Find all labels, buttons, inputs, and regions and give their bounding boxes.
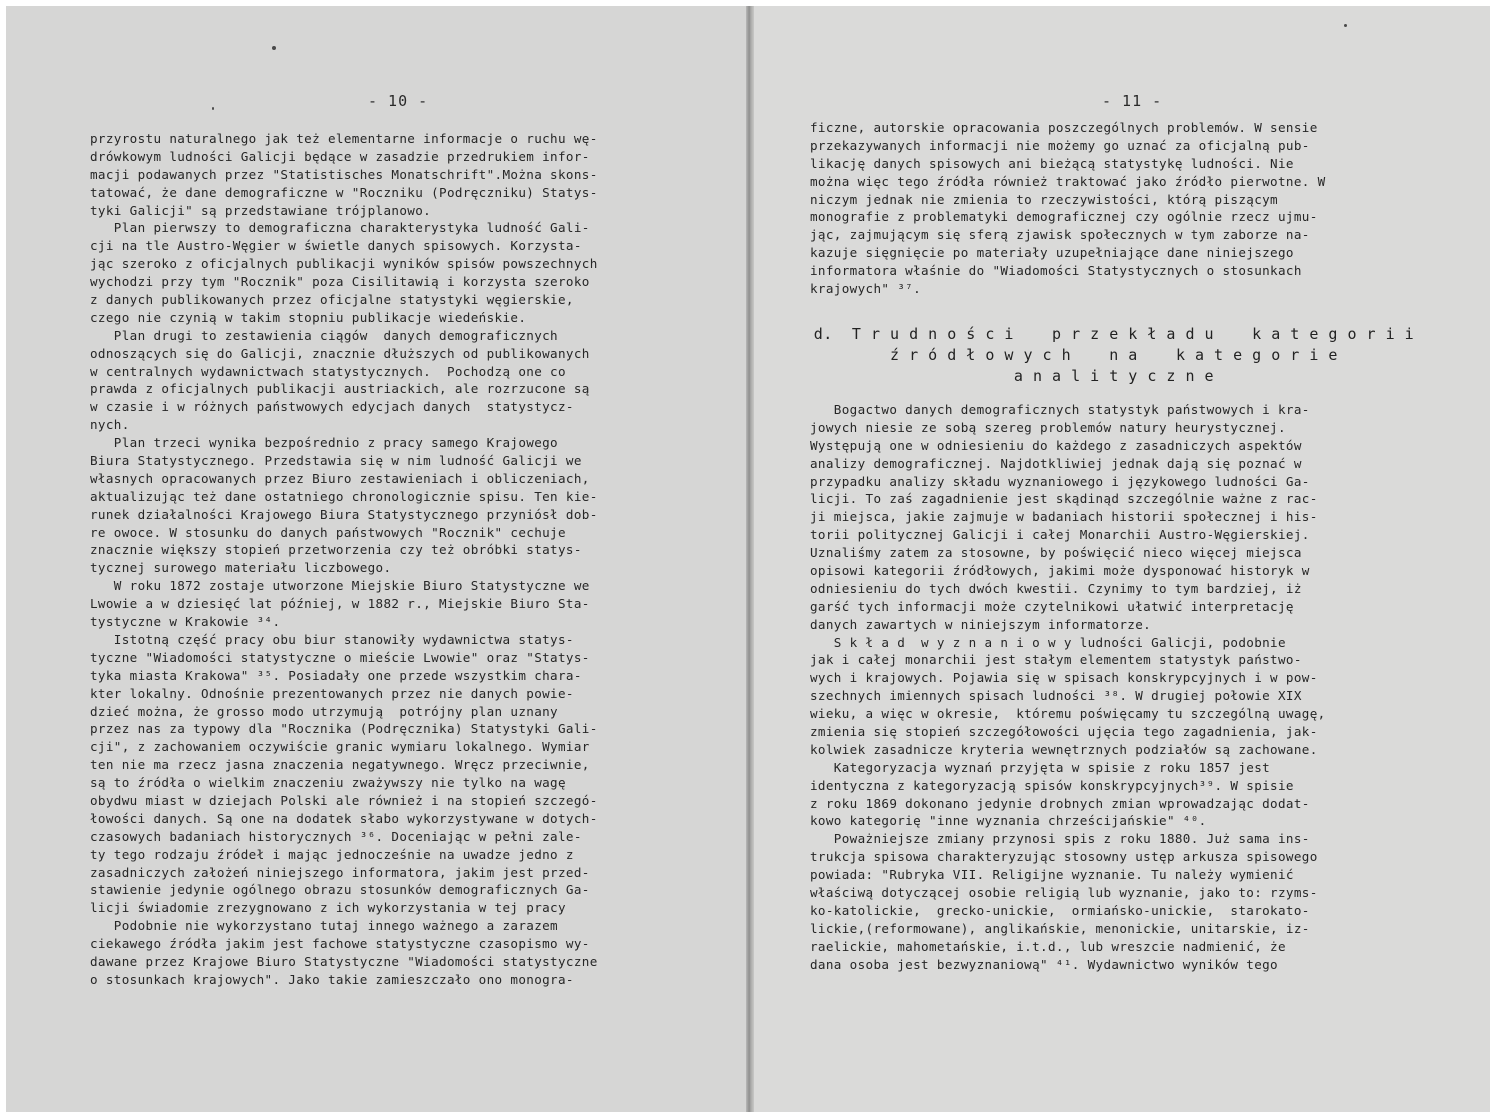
text-line: tatować, że dane demograficzne w "Roczniku (Podręczniku) Statys- — [90, 184, 598, 200]
right-page-body-top — [810, 119, 1326, 298]
text-line: Bogactwo danych demograficznych statystyk państwowych i kra- — [810, 402, 1310, 417]
text-line: aktualizując też dane ostatniego chronologicznie spisu. Ten kie- — [90, 488, 598, 504]
text-line: odnoszących się do Galicji, znacznie dłuższych od publikowanych — [90, 345, 590, 361]
heading-line: d. T r u d n o ś c i p r z e k ł a d u k a t e g o r i i — [813, 325, 1415, 343]
text-line: obydwu miast w dziejach Polski ale również i na stopień szczegó- — [90, 792, 598, 808]
text-line: ten nie ma rzecz jasna znaczenia negatywnego. Wręcz przeciwnie, — [90, 757, 590, 773]
left-page — [6, 6, 746, 1112]
text-line: własnych opracowanych przez Biuro zestawieniach i obliczeniach, — [90, 470, 590, 486]
book-gutter — [746, 6, 754, 1112]
text-line: Istotną część pracy obu biur stanowiły wydawnictwa statys- — [90, 631, 574, 647]
text-line: kolwiek zasadnicze kryteria wewnętrznych podziałów są zachowane. — [810, 741, 1318, 757]
text-line: informatora właśnie do "Wiadomości Statystycznych o stosunkach — [810, 263, 1302, 279]
text-line: kowo kategorię "inne wyznania chrześcijańskie" ⁴⁰. — [810, 813, 1207, 829]
text-line: przyrostu naturalnego jak też elementarne informacje o ruchu wę- — [90, 131, 598, 146]
text-line: wych i krajowych. Pojawia się w spisach konskrypcyjnych i w pow- — [810, 670, 1318, 686]
text-line: wieku, a więc w okresie, któremu poświęcamy tu szczególną uwagę, — [810, 706, 1326, 722]
text-line: licji świadomie zrezygnowano z ich wykorzystania w tej pracy — [90, 900, 566, 916]
text-line: szechnych imiennych spisach ludności ³⁸. W drugiej połowie XIX — [810, 688, 1302, 704]
text-line: licji. To zaś zagadnienie jest skądinąd szczególnie ważne z rac- — [810, 491, 1318, 507]
text-line: Uznaliśmy zatem za stosowne, by poświęcić nieco więcej miejsca — [810, 545, 1302, 561]
text-line: stawienie jedynie ogólnego obrazu stosunków demograficznych Ga- — [90, 882, 590, 898]
text-line: S k ł a d w y z n a n i o w y ludności Galicji, podobnie — [810, 634, 1286, 650]
text-line: powiada: "Rubryka VII. Religijne wyznanie. Tu należy wymienić — [810, 867, 1294, 883]
text-line: odniesieniu do tych dwóch kwestii. Czynimy to tym bardziej, iż — [810, 580, 1302, 596]
text-line: identyczna z kategoryzacją spisów konskrypcyjnych³⁹. W spisie — [810, 777, 1294, 793]
ink-speck — [272, 46, 276, 50]
text-line: ko-katolickie, grecko-unickie, ormiańsko-unickie, starokato- — [810, 902, 1310, 918]
text-line: Plan pierwszy to demograficzna charakterystyka ludność Gali- — [90, 220, 590, 236]
text-line: tystyczne w Krakowie ³⁴. — [90, 614, 281, 630]
text-line: W roku 1872 zostaje utworzone Miejskie Biuro Statystyczne we — [90, 578, 590, 594]
text-line: Kategoryzacja wyznań przyjęta w spisie z roku 1857 jest — [810, 759, 1271, 775]
text-line: tyki Galicji" są przedstawiane trójplanowo. — [90, 202, 432, 218]
right-page — [754, 6, 1490, 1112]
heading-line: a n a l i t y c z n e — [1013, 367, 1215, 385]
text-line: Biura Statystycznego. Przedstawia się w nim ludność Galicji we — [90, 453, 582, 469]
ink-speck — [212, 107, 214, 110]
text-line: dana osoba jest bezwyznaniową" ⁴¹. Wydawnictwo wyników tego — [810, 956, 1278, 972]
text-line: można więc tego źródła również traktować jako źródło pierwotne. W — [810, 173, 1326, 189]
text-line: ficzne, autorskie opracowania poszczególnych problemów. W sensie — [810, 120, 1318, 135]
text-line: garść tych informacji może czytelnikowi ułatwić interpretację — [810, 598, 1294, 614]
text-line: raelickie, mahometańskie, i.t.d., lub wreszcie nadmienić, że — [810, 938, 1286, 954]
text-line: przez nas za typowy dla "Rocznika (Podręcznika) Statystyki Gali- — [90, 721, 598, 737]
text-line: o stosunkach krajowych". Jako takie zamieszczało ono monogra- — [90, 971, 574, 987]
text-line: kazuje sięgnięcie po materiały uzupełniające dane niniejszego — [810, 245, 1294, 261]
text-line: dawane przez Krajowe Biuro Statystyczne "Wiadomości statystyczne — [90, 953, 598, 969]
text-line: likację danych spisowych ani bieżącą statystykę ludności. Nie — [810, 155, 1294, 171]
book-spread — [6, 6, 1490, 1112]
heading-line: ź r ó d ł o w y c h n a k a t e g o r i e — [890, 346, 1338, 364]
text-line: jak i całej monarchii jest stałym elementem statystyk państwo- — [810, 652, 1302, 668]
text-line: ji miejsca, jakie zajmuje w badaniach historii społecznej i his- — [810, 509, 1318, 525]
text-line: monografie z problematyki demograficznej czy ogólnie rzecz ujmu- — [810, 209, 1318, 225]
text-line: tycznej surowego materiału liczbowego. — [90, 560, 392, 576]
left-page-body — [90, 130, 598, 989]
text-line: prawda z oficjalnych publikacji austriackich, ale rozrzucone są — [90, 381, 590, 397]
text-line: Podobnie nie wykorzystano tutaj innego ważnego a zarazem — [90, 918, 558, 934]
text-line: Poważniejsze zmiany przynosi spis z roku 1880. Już sama ins- — [810, 831, 1310, 847]
text-line: krajowych" ³⁷. — [810, 281, 922, 297]
text-line: Plan trzeci wynika bezpośrednio z pracy samego Krajowego — [90, 435, 558, 451]
text-line: czasowych badaniach historycznych ³⁶. Doceniając w pełni zale- — [90, 828, 582, 844]
text-line: opisowi kategorii źródłowych, jakimi może dysponować historyk w — [810, 563, 1310, 579]
text-line: znacznie większy stopień przetworzenia czy też obróbki statys- — [90, 542, 582, 558]
text-line: przekazywanych informacji nie możemy go uznać za oficjalną pub- — [810, 137, 1310, 153]
text-line: danych zawartych w niniejszym informatorze. — [810, 616, 1152, 632]
text-line: cji na tle Austro-Węgier w świetle danych spisowych. Korzysta- — [90, 238, 582, 254]
text-line: tyczne "Wiadomości statystyczne o mieście Lwowie" oraz "Statys- — [90, 649, 590, 665]
text-line: lickie,(reformowane), anglikańskie, menonickie, unitarskie, iz- — [810, 920, 1310, 936]
text-line: przypadku analizy składu wyznaniowego i językowego ludności Ga- — [810, 473, 1310, 489]
text-line: łowości danych. Są one na dodatek słabo wykorzystywane w dotych- — [90, 810, 598, 826]
text-line: z roku 1869 dokonano jedynie drobnych zmian wprowadzając dodat- — [810, 795, 1310, 811]
text-line: wychodzi przy tym "Rocznik" poza Cisilitawią i korzysta szeroko — [90, 274, 590, 290]
text-line: drówkowym ludności Galicji będące w zasadzie przedrukiem infor- — [90, 148, 590, 164]
text-line: jąc szeroko z oficjalnych publikacji wyników spisów powszechnych — [90, 256, 598, 272]
text-line: nych. — [90, 417, 130, 433]
text-line: Występują one w odniesieniu do każdego z zasadniczych aspektów — [810, 437, 1302, 453]
text-line: dzieć można, że grosso modo utrzymują potrójny plan uznany — [90, 703, 558, 719]
page-number-left: - 10 - — [368, 92, 429, 110]
text-line: są to źródła o wielkim znaczeniu zważywszy nie tylko na wagę — [90, 775, 566, 791]
text-line: w czasie i w różnych państwowych edycjach danych statystycz- — [90, 399, 574, 415]
section-heading — [794, 324, 1434, 387]
text-line: trukcja spisowa charakteryzując stosowny ustęp arkusza spisowego — [810, 849, 1318, 865]
text-line: z danych publikowanych przez oficjalne statystyki węgierskie, — [90, 292, 574, 308]
page-number-right: - 11 - — [1102, 92, 1163, 110]
text-line: w centralnych wydawnictwach statystycznych. Pochodzą one co — [90, 363, 566, 379]
text-line: kter lokalny. Odnośnie prezentowanych przez nie danych powie- — [90, 685, 574, 701]
text-line: Lwowie a w dziesięć lat później, w 1882 r., Miejskie Biuro Sta- — [90, 596, 590, 612]
text-line: re owoce. W stosunku do danych państwowych "Rocznik" cechuje — [90, 524, 566, 540]
text-line: Plan drugi to zestawienia ciągów danych demograficznych — [90, 327, 558, 343]
text-line: ty tego rodzaju źródeł i mając jednocześnie na uwadze jedno z — [90, 846, 574, 862]
text-line: niczym jednak nie zmienia to rzeczywistości, którą piszącym — [810, 191, 1278, 207]
text-line: jowych niesie ze sobą szereg problemów natury heurystycznej. — [810, 419, 1286, 435]
text-line: torii politycznej Galicji i całej Monarchii Austro-Węgierskiej. — [810, 527, 1310, 543]
text-line: jąc, zajmującym się sferą zjawisk społecznych w tym zaborze na- — [810, 227, 1310, 243]
right-page-body-bottom — [810, 401, 1326, 974]
text-line: czego nie czynią w takim stopniu publikacje wiedeńskie. — [90, 309, 527, 325]
ink-speck — [1344, 24, 1347, 27]
text-line: tyka miasta Krakowa" ³⁵. Posiadały one przede wszystkim chara- — [90, 667, 582, 683]
text-line: zasadniczych założeń niniejszego informatora, jakim jest przed- — [90, 864, 590, 880]
text-line: runek działalności Krajowego Biura Statystycznego przyniósł dob- — [90, 506, 598, 522]
text-line: macji podawanych przez "Statistisches Monatschrift".Można skons- — [90, 166, 598, 182]
text-line: ciekawego źródła jakim jest fachowe statystyczne czasopismo wy- — [90, 936, 590, 952]
text-line: cji", z zachowaniem oczywiście granic wymiaru lokalnego. Wymiar — [90, 739, 590, 755]
text-line: zmienia się stopień szczegółowości ujęcia tego zagadnienia, jak- — [810, 724, 1318, 740]
text-line: analizy demograficznej. Najdotkliwiej jednak dają się poznać w — [810, 455, 1302, 471]
text-line: właściwą dotyczącej osobie religią lub wyznanie, jako to: rzyms- — [810, 885, 1318, 901]
